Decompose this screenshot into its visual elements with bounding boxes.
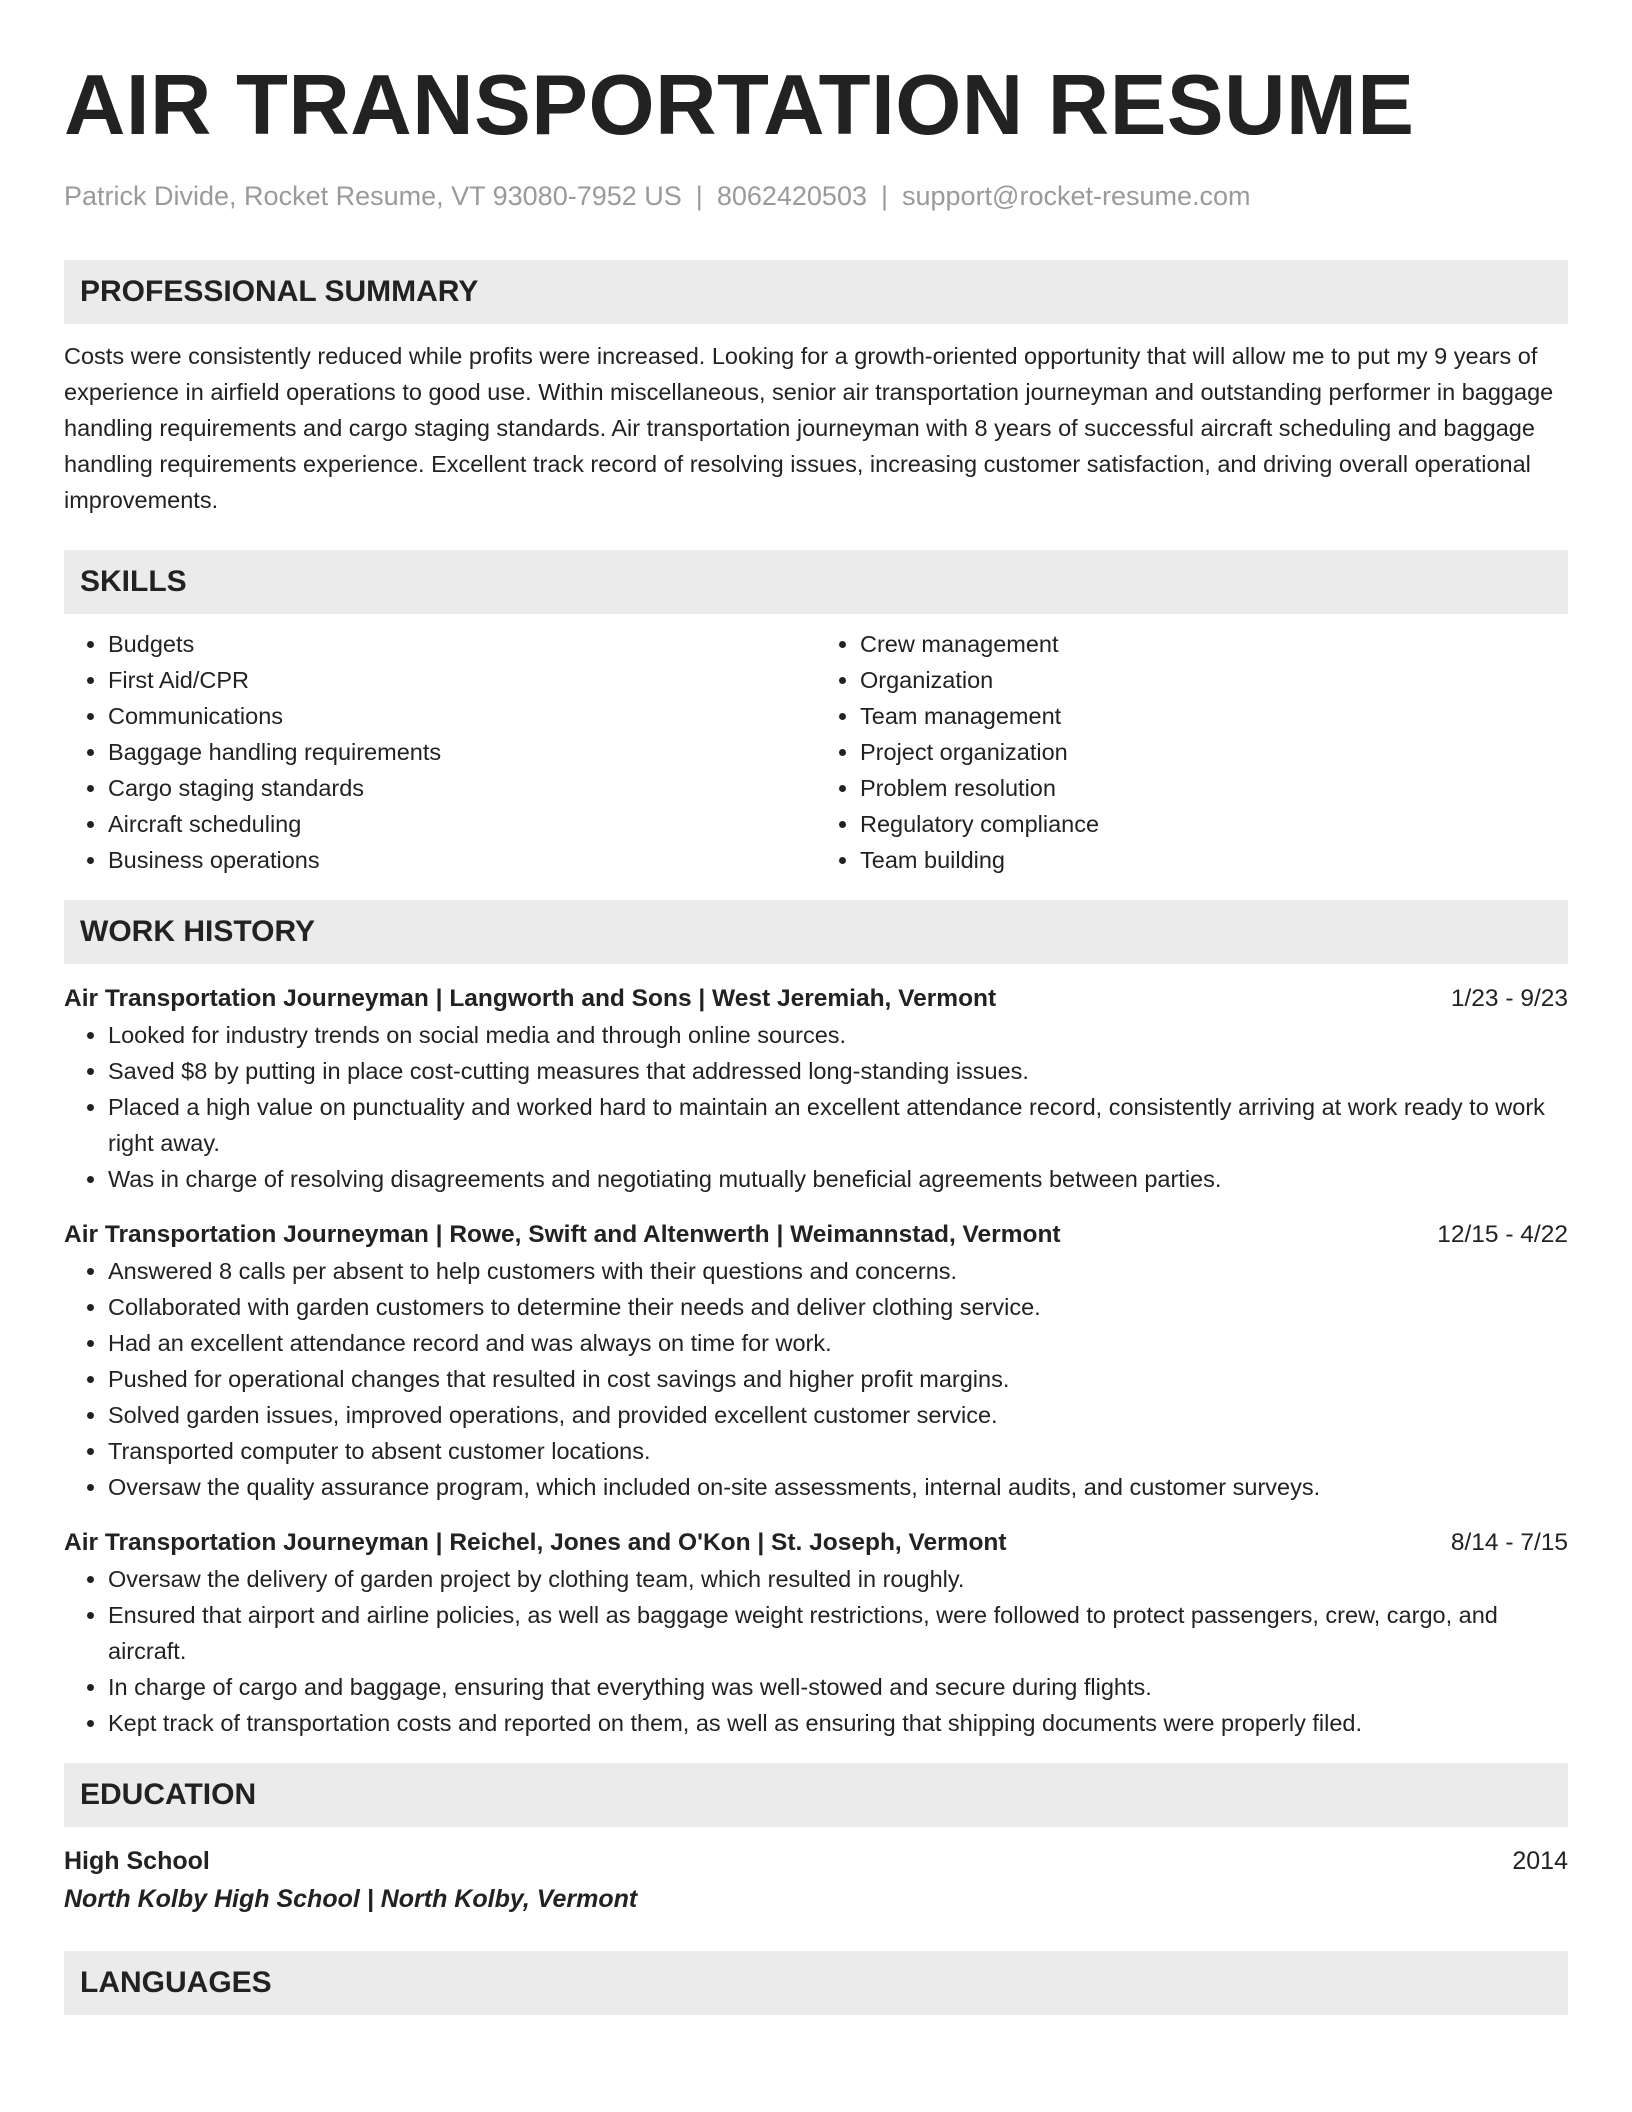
job-bullet: • Oversaw the delivery of garden project by clothing team, which resulted in roughly. [108,1561,1568,1597]
skill-item: • Budgets [108,626,816,662]
job-bullet: • Ensured that airport and airline policies, as well as baggage weight restrictions, were followed to protect passengers, crew, cargo, and aircraft. [108,1597,1568,1669]
job-bullets [64,1253,1568,1505]
skill-item: • Aircraft scheduling [108,806,816,842]
skill-item: • Team management [860,698,1568,734]
languages-heading: LANGUAGES [64,1951,1568,2015]
skill-item: • Regulatory compliance [860,806,1568,842]
job-entry [64,981,1568,1197]
summary-heading: PROFESSIONAL SUMMARY [64,260,1568,324]
job-bullet: • Answered 8 calls per absent to help customers with their questions and concerns. [108,1253,1568,1289]
contact-address: Patrick Divide, Rocket Resume, VT 93080-7952 US [64,181,682,211]
job-title: Air Transportation Journeyman | Rowe, Swift and Altenwerth | Weimannstad, Vermont [64,1221,1061,1248]
job-bullet: • Looked for industry trends on social media and through online sources. [108,1017,1568,1053]
skill-item: • Crew management [860,626,1568,662]
contact-line [64,178,1568,214]
job-bullet: • Kept track of transportation costs and reported on them, as well as ensuring that shipping documents were properly filed. [108,1705,1568,1741]
job-bullet: • Was in charge of resolving disagreements and negotiating mutually beneficial agreements between parties. [108,1161,1568,1197]
job-header [64,1525,1568,1561]
contact-separator: | [695,181,703,211]
job-header [64,981,1568,1017]
job-bullet: • Transported computer to absent customer locations. [108,1433,1568,1469]
job-bullet: • In charge of cargo and baggage, ensuring that everything was well-stowed and secure during flights. [108,1669,1568,1705]
job-dates: 12/15 - 4/22 [1437,1221,1568,1248]
skill-item: • Problem resolution [860,770,1568,806]
contact-phone: 8062420503 [716,181,867,211]
education-year: 2014 [1512,1847,1568,1875]
job-entry [64,1525,1568,1741]
job-bullet: • Solved garden issues, improved operations, and provided excellent customer service. [108,1397,1568,1433]
job-bullet: • Collaborated with garden customers to determine their needs and deliver clothing service. [108,1289,1568,1325]
contact-email: support@rocket-resume.com [902,181,1251,211]
job-bullets [64,1561,1568,1741]
skill-item: • Cargo staging standards [108,770,816,806]
skill-item: • Project organization [860,734,1568,770]
contact-separator: | [880,181,888,211]
education-heading: EDUCATION [64,1763,1568,1827]
job-bullet: • Had an excellent attendance record and was always on time for work. [108,1325,1568,1361]
skills-column-right [816,626,1568,878]
job-entry [64,1217,1568,1505]
job-header [64,1217,1568,1253]
skill-item: • First Aid/CPR [108,662,816,698]
skills-heading: SKILLS [64,550,1568,614]
skill-item: • Team building [860,842,1568,878]
skill-item: • Business operations [108,842,816,878]
education-school: North Kolby High School | North Kolby, Vermont [64,1885,638,1913]
job-bullet: • Placed a high value on punctuality and worked hard to maintain an excellent attendance record, consistently arriving at work ready to work right away. [108,1089,1568,1161]
job-title: Air Transportation Journeyman | Langworth and Sons | West Jeremiah, Vermont [64,985,997,1012]
job-bullet: • Pushed for operational changes that resulted in cost savings and higher profit margins. [108,1361,1568,1397]
skills-list [64,626,1568,878]
job-bullet: • Oversaw the quality assurance program, which included on-site assessments, internal audits, and customer surveys. [108,1469,1568,1505]
summary-text: Costs were consistently reduced while profits were increased. Looking for a growth-oriented opportunity that will allow me to put my 9 years of experience in airfield operations to good use. Within miscellaneous, senior air transportation journeyman and outstanding performer in baggage handling requirements and cargo staging standards. Air transportation journeyman with 8 years of successful aircraft scheduling and baggage handling requirements experience. Excellent track record of resolving issues, increasing customer satisfaction, and driving overall operational improvements. [64,343,1554,513]
skill-item: • Communications [108,698,816,734]
job-bullet: • Saved $8 by putting in place cost-cutting measures that addressed long-standing issues. [108,1053,1568,1089]
resume-title: AIR TRANSPORTATION RESUME [64,58,1415,153]
education-entry [64,1843,1568,1879]
job-title: Air Transportation Journeyman | Reichel, Jones and O'Kon | St. Joseph, Vermont [64,1529,1007,1556]
job-dates: 1/23 - 9/23 [1450,985,1568,1012]
job-dates: 8/14 - 7/15 [1450,1529,1568,1556]
skill-item: • Organization [860,662,1568,698]
skill-item: • Baggage handling requirements [108,734,816,770]
education-degree: High School [64,1847,210,1875]
skills-column-left [64,626,816,878]
work-history-heading: WORK HISTORY [64,900,1568,964]
job-bullets [64,1017,1568,1197]
